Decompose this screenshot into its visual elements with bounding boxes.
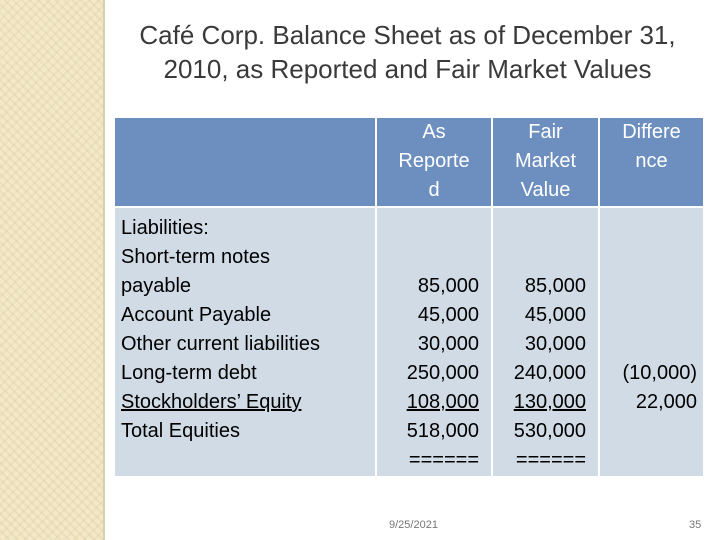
label-total-equities: Total Equities	[121, 420, 240, 442]
slide-page-number: 35	[689, 519, 702, 531]
difference-value	[600, 330, 697, 359]
label-payable: payable	[121, 275, 192, 297]
side-divider	[103, 0, 105, 540]
slide-date: 9/25/2021	[389, 519, 438, 531]
as-reported-total-line: ======	[408, 449, 479, 471]
decorative-side-strip	[0, 0, 105, 540]
fair-market-value: 130,000	[513, 391, 586, 413]
difference-value	[600, 272, 697, 301]
difference-value	[600, 214, 697, 243]
difference-value: 22,000	[635, 391, 697, 413]
fair-market-total-line: ======	[515, 449, 586, 471]
slide-title: Café Corp. Balance Sheet as of December 31, 2010, as Reported and Fair Market Values	[139, 20, 676, 84]
label-liabilities: Liabilities:	[121, 217, 209, 239]
difference-value: (10,000)	[622, 362, 697, 384]
as-reported-value	[377, 214, 479, 243]
header-blank	[114, 117, 376, 207]
fair-market-value: 240,000	[513, 362, 586, 384]
fair-market-value	[493, 243, 586, 272]
table-header-row	[114, 117, 704, 207]
label-stockholders-equity: Stockholders’ Equity	[121, 391, 302, 413]
row-labels-cell	[114, 207, 376, 477]
difference-value	[600, 243, 697, 272]
as-reported-value: 518,000	[406, 420, 479, 442]
header-as-reported: As Reporte d	[376, 117, 492, 207]
label-short-term-notes: Short-term notes	[121, 246, 270, 268]
fair-market-value: 30,000	[524, 333, 586, 355]
as-reported-value: 45,000	[417, 304, 479, 326]
as-reported-value: 30,000	[417, 333, 479, 355]
label-other-current-liabilities: Other current liabilities	[121, 333, 320, 355]
fair-market-value: 530,000	[513, 420, 586, 442]
fair-market-value: 85,000	[524, 275, 586, 297]
difference-value	[600, 446, 697, 475]
difference-column	[599, 207, 704, 477]
fair-market-value: 45,000	[524, 304, 586, 326]
header-fair-market-value: Fair Market Value	[492, 117, 599, 207]
as-reported-column	[376, 207, 492, 477]
difference-value	[600, 301, 697, 330]
label-account-payable: Account Payable	[121, 304, 272, 326]
balance-sheet-table	[113, 116, 705, 478]
table-body-row	[114, 207, 704, 477]
header-difference: Differe nce	[599, 117, 704, 207]
fair-market-value	[493, 214, 586, 243]
as-reported-value: 108,000	[406, 391, 479, 413]
as-reported-value	[377, 243, 479, 272]
as-reported-value: 250,000	[406, 362, 479, 384]
as-reported-value: 85,000	[417, 275, 479, 297]
fair-market-column	[492, 207, 599, 477]
label-long-term-debt: Long-term debt	[121, 362, 257, 384]
difference-value	[600, 417, 697, 446]
